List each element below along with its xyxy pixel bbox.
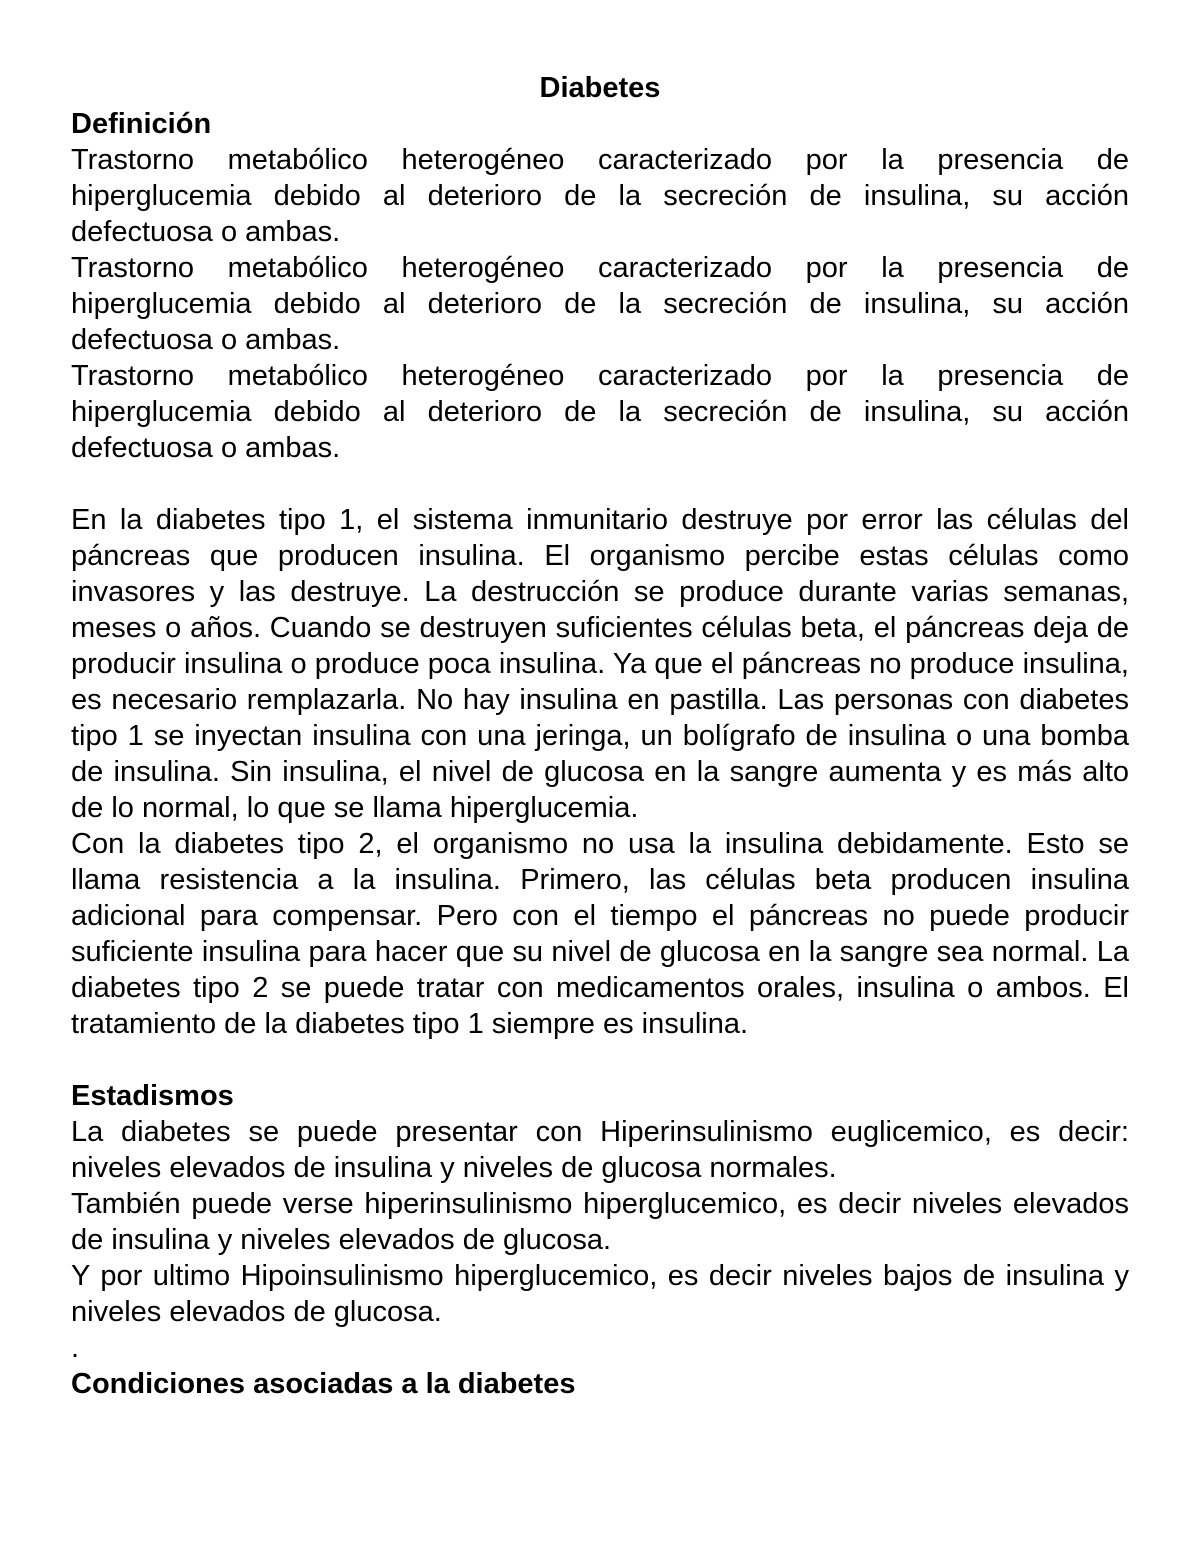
spacer <box>71 1042 1129 1078</box>
document-title: Diabetes <box>539 72 661 104</box>
definition-paragraph: Trastorno metabólico heterogéneo caracterizado por la presencia de hiperglucemia debido al deterioro de la secreción de insulina, su acción defectuosa o ambas. <box>71 360 1129 464</box>
definition-paragraph: Trastorno metabólico heterogéneo caracterizado por la presencia de hiperglucemia debido al deterioro de la secreción de insulina, su acción defectuosa o ambas. <box>71 252 1129 356</box>
estadismos-paragraph: También puede verse hiperinsulinismo hiperglucemico, es decir niveles elevados de insulina y niveles elevados de glucosa. <box>71 1188 1129 1256</box>
separator-dot: . <box>71 1332 80 1364</box>
definition-heading: Definición <box>71 108 212 140</box>
definition-paragraph: Trastorno metabólico heterogéneo caracterizado por la presencia de hiperglucemia debido al deterioro de la secreción de insulina, su acción defectuosa o ambas. <box>71 144 1129 248</box>
estadismos-heading: Estadismos <box>71 1080 234 1112</box>
estadismos-paragraph: La diabetes se puede presentar con Hiperinsulinismo euglicemico, es decir: niveles elevados de insulina y niveles de glucosa normales. <box>71 1116 1129 1184</box>
document-page <box>71 70 1129 1402</box>
spacer <box>71 466 1129 502</box>
type1-paragraph: En la diabetes tipo 1, el sistema inmunitario destruye por error las células del páncreas que producen insulina. El organismo percibe estas células como invasores y las destruye. La destrucción se produce durante varias semanas, meses o años. Cuando se destruyen suficientes células beta, el páncreas deja de producir insulina o produce poca insulina. Ya que el páncreas no produce insulina, es necesario remplazarla. No hay insulina en pastilla. Las personas con diabetes tipo 1 se inyectan insulina con una jeringa, un bolígrafo de insulina o una bomba de insulina. Sin insulina, el nivel de glucosa en la sangre aumenta y es más alto de lo normal, lo que se llama hiperglucemia. <box>71 504 1129 824</box>
condiciones-heading: Condiciones asociadas a la diabetes <box>71 1368 576 1400</box>
type2-paragraph: Con la diabetes tipo 2, el organismo no usa la insulina debidamente. Esto se llama resistencia a la insulina. Primero, las células beta producen insulina adicional para compensar. Pero con el tiempo el páncreas no puede producir suficiente insulina para hacer que su nivel de glucosa en la sangre sea normal. La diabetes tipo 2 se puede tratar con medicamentos orales, insulina o ambos. El tratamiento de la diabetes tipo 1 siempre es insulina. <box>71 828 1129 1040</box>
estadismos-paragraph: Y por ultimo Hipoinsulinismo hiperglucemico, es decir niveles bajos de insulina y niveles elevados de glucosa. <box>71 1260 1129 1328</box>
